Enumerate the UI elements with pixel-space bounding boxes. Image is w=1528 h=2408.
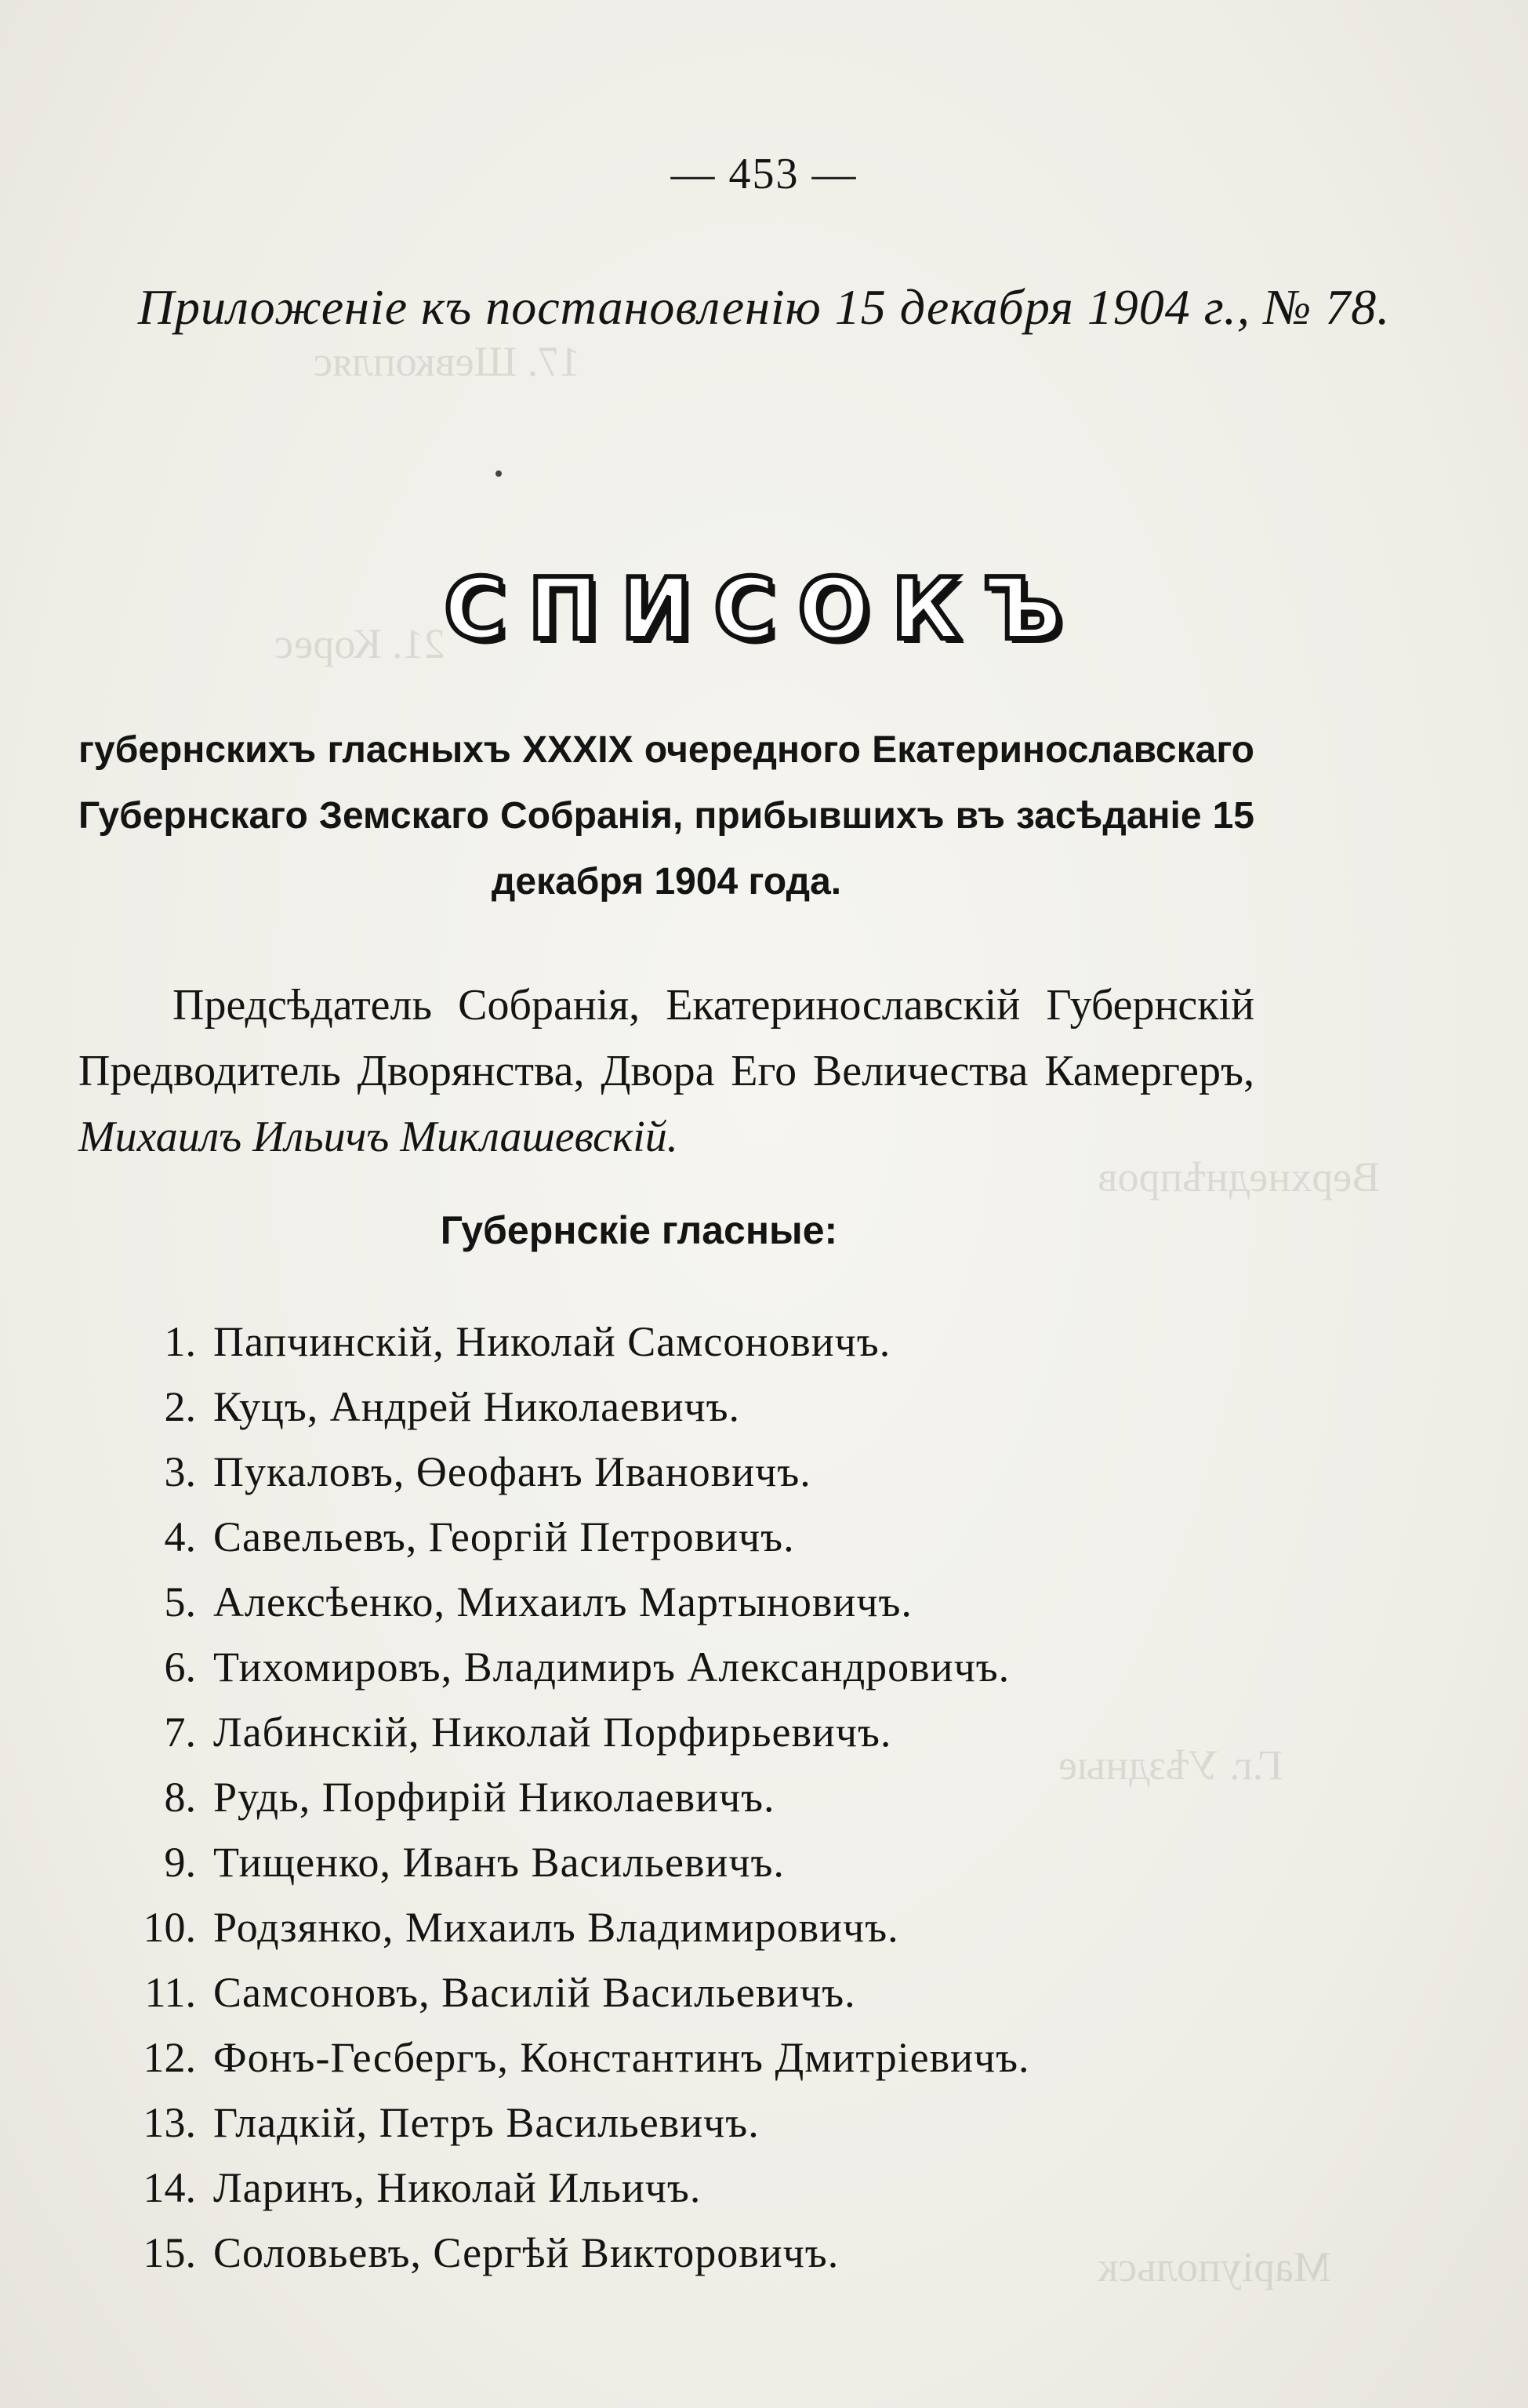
item-number: 15. xyxy=(143,2229,196,2276)
section-heading: Губернскіе гласные: xyxy=(440,1208,838,1252)
item-name: Савельевъ, Георгій Петровичъ. xyxy=(213,1513,795,1560)
show-through-text: Маріупольск xyxy=(1098,2243,1331,2290)
list-item xyxy=(94,1903,1270,1968)
decorative-dot xyxy=(495,470,502,477)
item-name: Ларинъ, Николай Ильичъ. xyxy=(213,2164,702,2211)
list-item xyxy=(94,2098,1270,2163)
item-number: 2. xyxy=(164,1383,196,1430)
item-name: Папчинскій, Николай Самсоновичъ. xyxy=(213,1318,891,1365)
list-item xyxy=(94,1643,1270,1708)
item-number: 9. xyxy=(164,1839,196,1886)
item-number: 5. xyxy=(164,1578,196,1625)
chairman-name: Михаилъ Ильичъ Миклашевскій. xyxy=(78,1113,678,1161)
show-through-text: Верхнеднѣпров xyxy=(1098,1153,1381,1200)
item-name: Фонъ-Гесбергъ, Константинъ Дмитріевичъ. xyxy=(213,2034,1030,2081)
item-number: 12. xyxy=(143,2034,196,2081)
item-number: 8. xyxy=(164,1774,196,1821)
chairman-paragraph xyxy=(78,972,1254,1170)
item-number: 4. xyxy=(164,1513,196,1560)
list-item xyxy=(94,1773,1270,1838)
item-number: 13. xyxy=(143,2099,196,2146)
item-name: Гладкій, Петръ Васильевичъ. xyxy=(213,2099,760,2146)
item-name: Пукаловъ, Өеофанъ Ивановичъ. xyxy=(213,1448,811,1495)
item-number: 1. xyxy=(164,1318,196,1365)
show-through-text: 21. Корес xyxy=(274,620,445,667)
item-name: Куцъ, Андрей Николаевичъ. xyxy=(213,1383,741,1430)
list-item xyxy=(94,2228,1270,2294)
list-item xyxy=(94,1317,1270,1382)
item-number: 11. xyxy=(144,1969,196,2016)
item-name: Тихомировъ, Владимиръ Александровичъ. xyxy=(213,1643,1011,1691)
item-number: 6. xyxy=(164,1643,196,1691)
list-item xyxy=(94,1578,1270,1643)
item-name: Рудь, Порфирій Николаевичъ. xyxy=(213,1774,775,1821)
list-item xyxy=(94,1708,1270,1773)
page-number: — 453 — xyxy=(670,150,858,198)
list-item xyxy=(94,2163,1270,2228)
list-item xyxy=(94,1382,1270,1447)
document-subtitle: губернскихъ гласныхъ XXXIX очередного Екатеринославскаго Губернскаго Земскаго Собранія, прибывшихъ въ засѣданіе 15 декабря 1904 года. xyxy=(78,729,1254,903)
members-list xyxy=(94,1317,1270,2294)
show-through-text: 17. Шевкопляс xyxy=(314,338,581,385)
item-number: 14. xyxy=(143,2164,196,2211)
list-item xyxy=(94,1968,1270,2033)
item-name: Алексѣенко, Михаилъ Мартыновичъ. xyxy=(213,1578,913,1625)
document-title: СПИСОКЪ xyxy=(444,561,1084,659)
list-item xyxy=(94,1447,1270,1513)
item-name: Тищенко, Иванъ Васильевичъ. xyxy=(213,1839,785,1886)
list-item xyxy=(94,1513,1270,1578)
item-name: Соловьевъ, Сергѣй Викторовичъ. xyxy=(213,2229,840,2276)
item-name: Самсоновъ, Василій Васильевичъ. xyxy=(213,1969,856,2016)
list-item xyxy=(94,1838,1270,1903)
item-name: Лабинскій, Николай Порфирьевичъ. xyxy=(213,1709,892,1756)
item-name: Родзянко, Михаилъ Владимировичъ. xyxy=(213,1904,899,1951)
item-number: 7. xyxy=(164,1709,196,1756)
show-through-text: Г.г. Уѣздные xyxy=(1058,1742,1283,1789)
item-number: 10. xyxy=(143,1904,196,1951)
item-number: 3. xyxy=(164,1448,196,1495)
chairman-intro: Предсѣдатель Собранія, Екатеринославскій Губернскій Предводитель Дворянства, Двора Его Величества Камергеръ, xyxy=(78,981,1254,1095)
list-item xyxy=(94,2033,1270,2098)
appendix-note: Приложеніе къ постановленію 15 декабря 1904 г., № 78. xyxy=(137,279,1391,335)
